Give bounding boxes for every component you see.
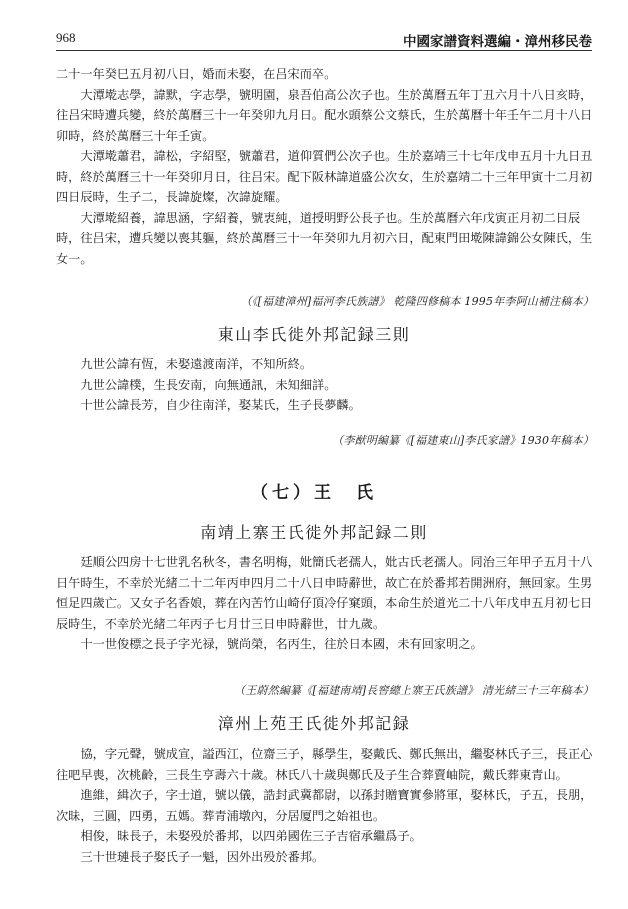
record-line: 九世公諱有恆，未娶遠渡南洋，不知所終。	[80, 357, 313, 371]
record-line: 十世公諱長芳，自少往南洋，娶某氏，生子長夢麟。	[80, 398, 361, 412]
chapter-heading: （七）王 氏	[251, 483, 377, 503]
nanjing-wang-records	[56, 552, 594, 655]
source-citation: （《[福建漳州]福河李氏族譜》 乾隆四修稿本 1995年李阿山補注稿本）	[240, 295, 594, 308]
page-header	[56, 28, 592, 51]
book-title: 中國家譜資料選編・漳州移民卷	[403, 34, 592, 50]
paragraph: 三十世璉長子娶氏子一魁，因外出殁於番邦。	[80, 849, 325, 864]
record-line: 九世公諱樸，生長安南，向無通訊，未知細詳。	[80, 377, 337, 392]
paragraph: 大潭墘志學，諱默，字志學，號明園，泉吾伯高公次子也。生於萬曆五年丁丑六月十八日亥時，往吕宋時遭兵變，終於萬曆三十一年癸卯九月日。配水頭蔡公文蔡氏，生於萬曆十年壬午二月十八日卯時，終於萬曆三十年壬寅。	[56, 87, 593, 143]
dongshan-li-records	[56, 354, 594, 416]
paragraph: 協，字元聲，號成宣，謚西江，位齋三子，縣學生，娶戴氏、鄭氏無出，繼娶林氏子三，長正心往吧早喪，次桃齡，三長生亨壽六十歲。林氏八十歲與鄭氏及子生合葬賣岫院，戴氏葬東青山。	[56, 747, 593, 782]
section-title: 東山李氏徙外邦記録三則	[217, 325, 411, 344]
paragraph: 進維，緝次子，字士道，號以儀，誥封武冀都尉，以孫封贈寶實參將軍，娶林氏，子五，長朋，次昧，三圓，四勇，五媽。葬青浦墩內，分居厦門之始祖也。	[56, 788, 593, 823]
section-title: 漳州上苑王氏徙外邦記録	[217, 714, 411, 733]
source-citation: （王蔚然編纂《[福建南靖]長窖總上寨王氏族譜》 清光緒三十三年稿本）	[234, 684, 594, 697]
paragraph: 二十一年癸巳五月初八日，婚而未娶，在吕宋而卒。	[56, 67, 337, 81]
paragraph: 相俊，昧長子，未娶殁於番邦，以四弟國佐三子吉宿承繼爲子。	[80, 829, 422, 843]
paragraph: 十一世俊標之長子字光禄，號尚榮，名丙生，往於日本國，未有回家明之。	[80, 637, 483, 651]
shangyuan-wang-records	[56, 744, 594, 867]
li-family-records-continued	[56, 64, 594, 269]
paragraph: 廷順公四房十七世乳名秋冬，書名明梅，妣簡氏老孺人，妣古氏老孺人。同治三年甲子五月十八日午時生，不幸於光緒二十二年丙申四月二十八日申時辭世，故亡在於番邦若開洲府，無回家。生男恒足四歲亡。又女子名香娘，葬在內苦竹山崎仔頂冷仔窠頭，本命生於道光二十八年戊申五月初七日辰時生，不幸於光緒二年丙子七月廿三日申時辭世，廿九歲。	[56, 555, 593, 631]
page-number: 968	[56, 30, 76, 45]
paragraph: 大潭墘紹養，諱思涵，字紹養，號衷純，道授明野公長子也。生於萬曆六年戊寅正月初二日辰時，往吕宋，遭兵變以喪其軀，終於萬曆三十一年癸卯九月初六日，配東門田墘陳諱錦公女陳氏，生女一。	[56, 210, 593, 266]
source-citation: （李猷明編纂《[福建東山]李氏家譜》1930年稿本）	[332, 434, 594, 447]
section-title: 南靖上寨王氏徙外邦記録二則	[200, 523, 428, 542]
paragraph: 大潭墘蕭君，諱松，字紹堅，號蕭君，道仰質們公次子也。生於嘉靖三十七年戊申五月十九日丑時，終於萬曆三十一年癸卯月日，往吕宋。配下阪林諱道盛公次女，生於嘉靖二十三年甲寅十二月初四日辰時，生子二，長諱旋燦，次諱旋耀。	[56, 149, 593, 204]
